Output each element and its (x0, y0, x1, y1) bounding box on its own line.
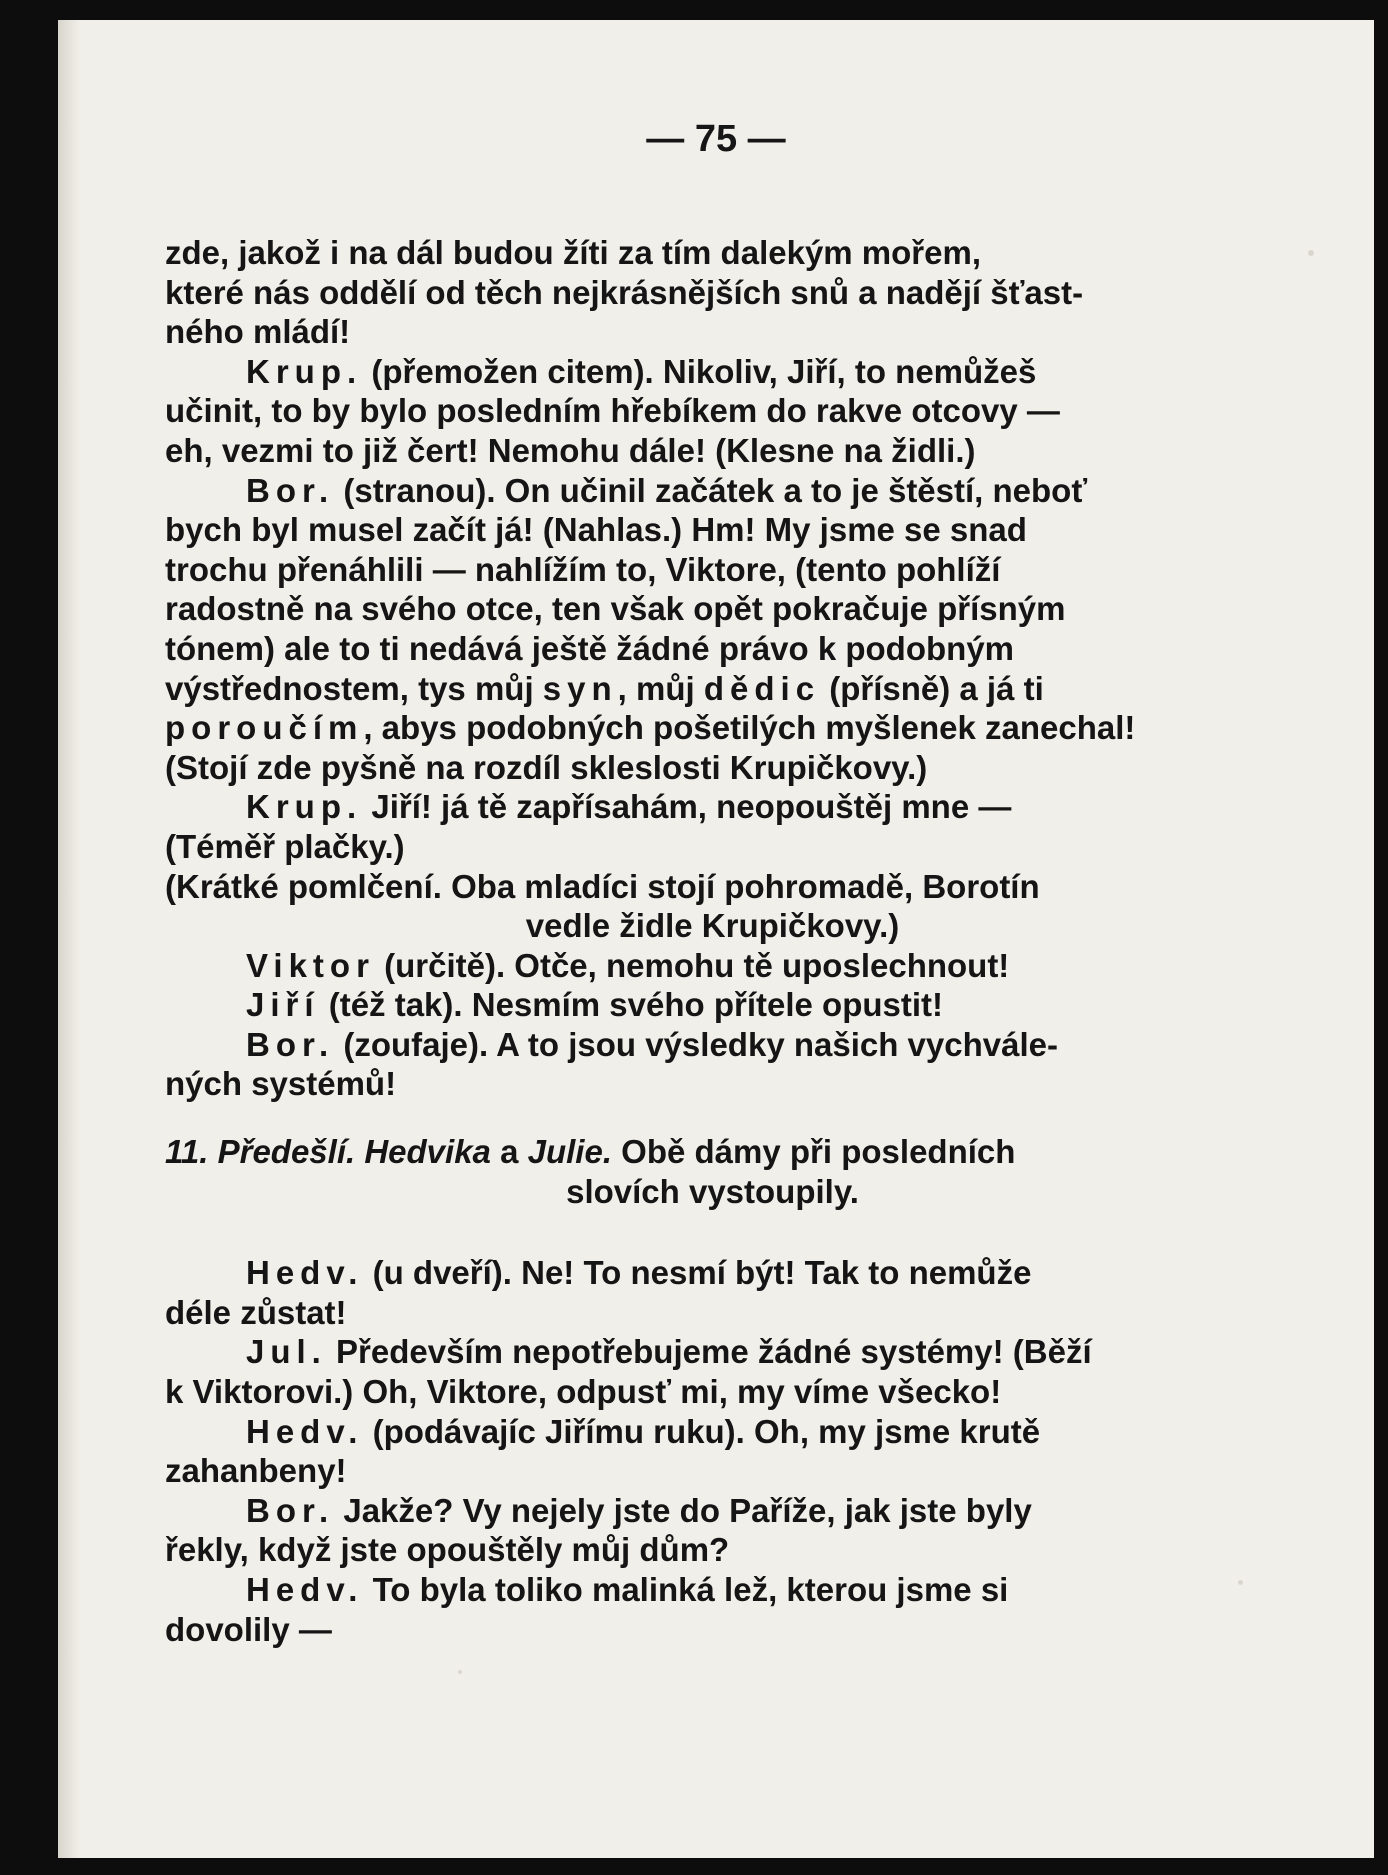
line-text: slovích vystoupily. (566, 1172, 859, 1210)
text-line (165, 1451, 1260, 1491)
line-text: zde, jakož i na dál budou žíti za tím dalekým mořem, (165, 234, 982, 271)
text-line (165, 273, 1260, 313)
line-text: , abys podobných pošetilých myšlenek zanechal! (363, 709, 1136, 747)
speaker-name: Krup. (246, 788, 363, 826)
line-text: tónem) ale to ti nedává ještě žádné právo k podobným (165, 629, 1015, 667)
text-line (165, 946, 1260, 986)
line-text: déle zůstat! (165, 1293, 347, 1331)
paper-speck (1308, 250, 1314, 256)
line-text: (přísně) a já ti (820, 669, 1044, 707)
speaker-name: Jiří (246, 986, 320, 1024)
speaker-name: Jul. (246, 1333, 327, 1371)
text-line (165, 906, 1260, 946)
line-text: výstřednostem, tys můj (165, 669, 543, 707)
text-line (165, 1332, 1260, 1372)
text-line (165, 669, 1260, 709)
line-text: bych byl musel začít já! (Nahlas.) Hm! My jsme se snad (165, 511, 1027, 549)
line-text: radostně na svého otce, ten však opět pokračuje přísným (165, 590, 1066, 628)
speaker-name: Hedv. (246, 1571, 364, 1608)
text-line (165, 787, 1260, 827)
speaker-name: poroučím (165, 709, 364, 747)
line-text: zahanbeny! (165, 1452, 347, 1490)
line-text: které nás oddělí od těch nejkrásnějších snů a nadějí šťast- (165, 273, 1084, 311)
page-text (165, 233, 1260, 1649)
text-line (165, 233, 1260, 273)
text-line (165, 312, 1260, 352)
text-line (165, 1530, 1260, 1570)
line-text: (též tak). Nesmím svého přítele opustit! (319, 986, 944, 1024)
line-text: dovolily — (165, 1610, 332, 1648)
line-text: , můj (617, 669, 704, 707)
line-text: ných systémů! (165, 1065, 397, 1103)
line-text: ného mládí! (165, 313, 351, 351)
text-line (165, 471, 1260, 511)
speaker-name: Bor. (246, 1491, 335, 1529)
text-line (165, 748, 1260, 788)
text-line (165, 352, 1260, 392)
line-text: Obě dámy při posledních (612, 1133, 1016, 1171)
text-line (165, 1570, 1260, 1610)
book-page (58, 20, 1374, 1858)
line-text: eh, vezmi to již čert! Nemohu dále! (Klesne na židli.) (165, 431, 976, 469)
speaker-name: Viktor (246, 946, 375, 984)
line-text: To byla toliko malinká lež, kterou jsme si (363, 1571, 1009, 1608)
speaker-name: Hedv. (246, 1254, 364, 1292)
speaker-name: Bor. (246, 1025, 335, 1063)
italic-text: Julie. (527, 1133, 612, 1171)
text-line (165, 1253, 1260, 1293)
text-line (165, 985, 1260, 1025)
speaker-name: Bor. (246, 471, 335, 509)
italic-text: 11. Předešlí. Hedvika (165, 1133, 491, 1171)
line-text: vedle židle Krupičkovy.) (525, 907, 900, 945)
line-text: řekly, když jste opouštěly můj dům? (165, 1531, 730, 1569)
text-line (165, 867, 1260, 907)
line-text: učinit, to by bylo posledním hřebíkem do rakve otcovy — (165, 392, 1060, 430)
line-text: a (490, 1133, 528, 1171)
line-text: (u dveří). Ne! To nesmí být! Tak to nemůže (363, 1254, 1032, 1292)
text-line (165, 708, 1260, 748)
line-text: (Krátké pomlčení. Oba mladíci stojí pohromadě, Borotín (165, 867, 1040, 905)
line-text: trochu přenáhlili — nahlížím to, Viktore, (tento pohlíží (165, 550, 1001, 588)
line-text: (Stojí zde pyšně na rozdíl skleslosti Krupičkovy.) (165, 748, 928, 786)
text-line (165, 629, 1260, 669)
text-line (165, 1064, 1260, 1104)
text-line (165, 1610, 1260, 1650)
text-line (165, 391, 1260, 431)
speaker-name: dědic (703, 669, 821, 707)
line-text: (podávajíc Jiřímu ruku). Oh, my jsme krutě (363, 1412, 1041, 1450)
text-line (165, 589, 1260, 629)
speaker-name: Hedv. (246, 1412, 364, 1450)
line-text: (stranou). On učinil začátek a to je štěstí, neboť (334, 471, 1088, 509)
text-line (165, 1491, 1260, 1531)
text-line (165, 827, 1260, 867)
line-text: Jakže? Vy nejely jste do Paříže, jak jste byly (334, 1491, 1032, 1529)
text-line (165, 1132, 1260, 1172)
line-text: Jiří! já tě zapřísahám, neopouštěj mne — (362, 788, 1012, 826)
text-line (165, 510, 1260, 550)
text-line (165, 1172, 1260, 1212)
line-text: (Téměř plačky.) (165, 827, 405, 865)
text-line (165, 1025, 1260, 1065)
page-number: — 75 — (646, 118, 786, 160)
line-text: k Viktorovi.) Oh, Viktore, odpusť mi, my víme všecko! (165, 1373, 1002, 1411)
line-text: (zoufaje). A to jsou výsledky našich vychvále- (334, 1025, 1058, 1063)
text-line (165, 1412, 1260, 1452)
speaker-name: syn (542, 669, 618, 707)
text-line (165, 1372, 1260, 1412)
line-text: (přemožen citem). Nikoliv, Jiří, to nemůžeš (362, 352, 1037, 390)
paper-speck (458, 1670, 462, 1674)
text-line (165, 550, 1260, 590)
line-text: (určitě). Otče, nemohu tě uposlechnout! (374, 946, 1010, 984)
line-text: Především nepotřebujeme žádné systémy! (Běží (326, 1333, 1092, 1371)
text-line (165, 1293, 1260, 1333)
text-line (165, 431, 1260, 471)
speaker-name: Krup. (246, 352, 363, 390)
